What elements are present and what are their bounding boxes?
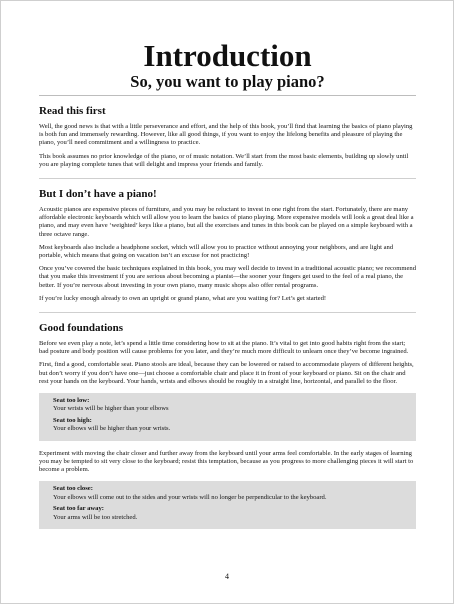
paragraph: Acoustic pianos are expensive pieces of furniture, and you may be reluctant to invest in one right from the start. Fortunately, there are many affordable electronic keyboards which will allow you to learn the basics of piano playing. More expensive models will look a great deal like a piano, and may even have ‘weighted’ keys like a piano, but all the exercises and tunes in this book can be played on a simple keyboard with a three octave range. xyxy=(39,206,414,238)
section-divider xyxy=(39,178,416,179)
section-heading-read-this-first: Read this first xyxy=(39,105,106,117)
callout-label: Seat too high: xyxy=(53,416,92,424)
callout-text: Your elbows will be higher than your wrists. xyxy=(53,425,171,433)
page-subtitle: So, you want to play piano? xyxy=(39,72,416,96)
callout-text: Your wrists will be higher than your elbows xyxy=(53,405,169,413)
paragraph: Experiment with moving the chair closer and further away from the keyboard until your arms feel comfortable. In the early stages of learning you may be tempted to sit very close to the keyboard; resist this temptation, because as you progress to more challenging pieces it will start to become a problem. xyxy=(39,449,414,474)
callout-text: Your arms will be too stretched. xyxy=(53,513,138,521)
page-title: Introduction xyxy=(143,38,312,73)
callout-label: Seat too low: xyxy=(53,397,90,405)
paragraph: Most keyboards also include a headphone socket, which will allow you to practice without annoying your neighbors, and are light and portable, which means that going on vacation isn’t an excuse for not practicing! xyxy=(39,243,394,260)
callout-label: Seat too far away: xyxy=(53,505,104,513)
paragraph: This book assumes no prior knowledge of the piano, or of music notation. We’ll start from the most basic elements, building up slowly until you are playing complete tunes that will delight and impress your friends and family. xyxy=(39,152,409,168)
section-heading-good-foundations: Good foundations xyxy=(39,322,124,335)
section-heading-no-piano: But I don’t have a piano! xyxy=(39,188,157,201)
callout-text: Your elbows will come out to the sides and your wrists will no longer be perpendicular to the keyboard. xyxy=(53,493,327,501)
seat-height-callout xyxy=(39,393,416,441)
paragraph: First, find a good, comfortable seat. Piano stools are ideal, because they can be lowered or raised to accommodate players of different heights, but don’t worry if you don’t have one—just choose a comfortable chair and place it in front of your keyboard or piano. Sit on the chair and rest your hands on the keyboard. Your hands, wrists and elbows should be roughly in a straight line, horizontal, and parallel to the floor. xyxy=(39,361,414,385)
paragraph: Well, the good news is that with a little perseverance and effort, and the help of this book, you’ll find that learning the basics of piano playing is both fun and immensely rewarding. However, like all good things, if you want to enjoy the lifelong benefits and pleasure of playing the piano, you’ll need commitment and a willingness to practice. xyxy=(39,123,413,147)
page-content xyxy=(39,39,416,538)
section-divider xyxy=(39,312,416,313)
callout-label: Seat too close: xyxy=(53,485,93,493)
seat-distance-callout xyxy=(39,481,416,529)
page-number: 4 xyxy=(225,572,229,581)
paragraph: Once you’ve covered the basic techniques explained in this book, you may well decide to invest in a traditional acoustic piano; we recommend that you make this investment if you are serious about becoming a pianist—the sooner your fingers get used to the feel of a real piano, the better. If you’re nervous about investing in your own piano, many music shops also offer rental programs. xyxy=(39,265,417,289)
paragraph: If you’re lucky enough already to own an upright or grand piano, what are you waiting for? Let’s get started! xyxy=(39,294,327,302)
paragraph: Before we even play a note, let’s spend a little time considering how to sit at the piano. It’s vital to get into good habits right from the start; bad posture and body position will cause problems for you later, and they’re much more difficult to unlearn once they’ve become ingrained. xyxy=(39,340,409,356)
